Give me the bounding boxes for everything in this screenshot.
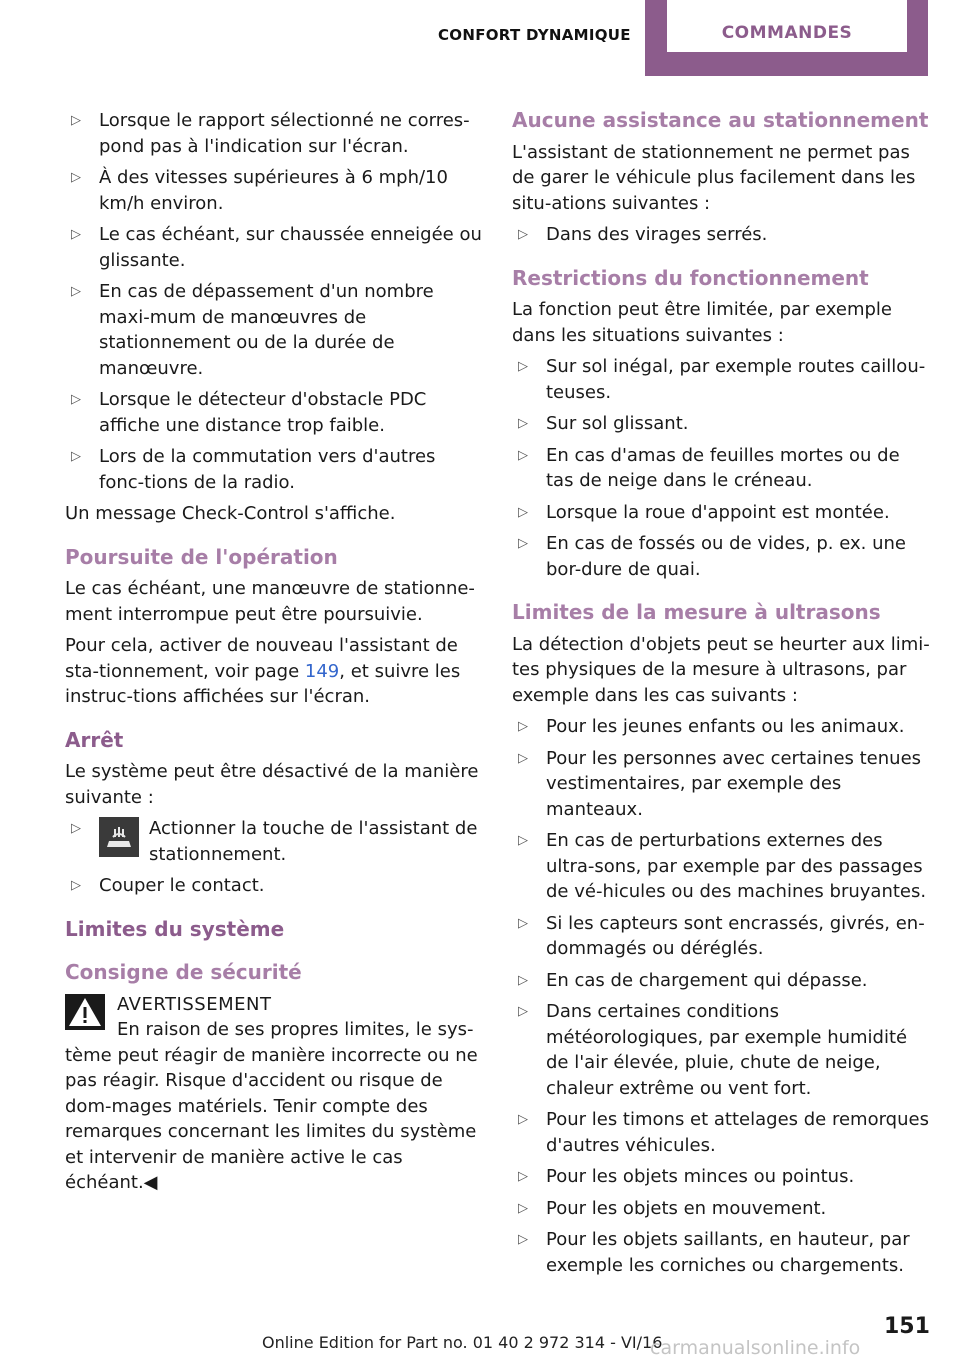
resume-paragraph: Le cas échéant, une manœuvre de stationne-ment interrompue peut être poursuivie. [65, 578, 475, 625]
triangle-bullet-icon: ▷ [71, 878, 81, 893]
page-header [0, 0, 960, 78]
triangle-bullet-icon: ▷ [518, 359, 528, 374]
chapter-title: COMMANDES [721, 23, 853, 43]
triangle-bullet-icon: ▷ [71, 113, 81, 128]
edition-footer: Online Edition for Part no. 01 40 2 972 314 - VI/16 [262, 1333, 663, 1352]
warning-text: tème peut réagir de manière incorrecte ou ne pas réagir. Risque d'accident ou risque de dom-mages matériels. Tenir compte des remarques concernant les limites du système et intervenir de manière active le cas échéant.◀ [65, 1044, 478, 1193]
heading-restrictions: Restrictions du fonctionnement [512, 265, 869, 290]
list-item: ▷ En cas de perturbations externes des ultra-sons, par exemple par des passages de vé-hicules ou des machines bruyantes. [518, 830, 927, 902]
triangle-bullet-icon: ▷ [518, 719, 528, 734]
triangle-bullet-icon: ▷ [71, 449, 81, 464]
list-item: ▷ Lorsque le rapport sélectionné ne corres-pond pas à l'indication sur l'écran. [71, 110, 470, 157]
triangle-bullet-icon: ▷ [71, 170, 81, 185]
right-column [512, 108, 932, 1284]
list-item: ▷ Si les capteurs sont encrassés, givrés, en-dommagés ou déréglés. [518, 912, 925, 959]
heading-resume: Poursuite de l'opération [65, 544, 338, 569]
triangle-bullet-icon: ▷ [71, 227, 81, 242]
section-title: CONFORT DYNAMIQUE [438, 26, 631, 44]
triangle-bullet-icon: ▷ [518, 972, 528, 988]
list-item: ▷ Dans des virages serrés. [512, 222, 932, 248]
list-item: ▷ Sur sol inégal, par exemple routes caillou-teuses. [518, 356, 926, 403]
triangle-bullet-icon: ▷ [518, 750, 528, 766]
list-item: ▷ Couper le contact. [65, 873, 485, 899]
left-column [65, 108, 485, 1196]
triangle-bullet-icon: ▷ [518, 1112, 528, 1127]
page-number: 151 [884, 1314, 930, 1339]
warning-triangle-icon [65, 994, 105, 1030]
resume-instructions: Pour cela, activer de nouveau l'assistant de sta-tionnement, voir page 149, et suivre les instruc-tions affichées sur l'écran. [65, 635, 461, 707]
list-item: ▷ Pour les timons et attelages de remorques d'autres véhicules. [518, 1109, 929, 1156]
heading-ultrasound: Limites de la mesure à ultrasons [512, 600, 881, 624]
triangle-bullet-icon: ▷ [518, 1200, 528, 1216]
triangle-bullet-icon: ▷ [71, 821, 81, 836]
heading-limits: Limites du système [65, 916, 285, 941]
triangle-bullet-icon: ▷ [71, 284, 81, 299]
list-item: ▷ Dans certaines conditions météorologiques, par exemple humidité de l'air élevée, pluie, chute de neige, chaleur extrême ou vent fort. [518, 1001, 908, 1099]
list-item: ▷ Pour les objets en mouvement. [512, 1196, 932, 1222]
list-item: ▷ Le cas échéant, sur chaussée enneigée ou glissante. [71, 224, 482, 271]
triangle-bullet-icon: ▷ [518, 536, 528, 551]
triangle-bullet-icon: ▷ [518, 447, 528, 463]
triangle-bullet-icon: ▷ [518, 227, 528, 242]
heading-stop: Arrêt [65, 727, 124, 752]
list-item: ▷ En cas d'amas de feuilles mortes ou de tas de neige dans le créneau. [518, 444, 900, 491]
triangle-bullet-icon: ▷ [518, 1004, 528, 1019]
list-item: ▷ Lorsque la roue d'appoint est montée. [512, 500, 932, 526]
warning-block [65, 992, 485, 1196]
list-item: ▷ À des vitesses supérieures à 6 mph/10 km/h environ. [71, 167, 448, 214]
page-link[interactable]: 149 [304, 660, 340, 682]
list-item: ▷ Sur sol glissant. [512, 411, 932, 437]
triangle-bullet-icon: ▷ [518, 833, 528, 848]
watermark: carmanualsonline.info [650, 1337, 861, 1359]
list-item: ▷ Actionner la touche de l'assistant de stationnement. [71, 818, 478, 865]
list-item: ▷ Pour les jeunes enfants ou les animaux. [512, 714, 932, 740]
list-item: ▷ En cas de fossés ou de vides, p. ex. une bor-dure de quai. [518, 533, 906, 580]
ultrasound-paragraph: La détection d'objets peut se heurter aux limi-tes physiques de la mesure à ultrasons, par exemple dans les cas suivants : [512, 633, 930, 706]
triangle-bullet-icon: ▷ [518, 504, 528, 520]
warning-first-line: En raison de ses propres limites, le sys- [117, 1019, 474, 1040]
heading-safety: Consigne de sécurité [65, 960, 302, 984]
triangle-bullet-icon: ▷ [518, 1232, 528, 1247]
chapter-tab [645, 0, 928, 76]
conditions-list [65, 108, 485, 495]
triangle-bullet-icon: ▷ [518, 1169, 528, 1184]
list-item: ▷ Pour les objets saillants, en hauteur, par exemple les corniches ou chargements. [518, 1229, 910, 1276]
no-assist-paragraph: L'assistant de stationnement ne permet pas de garer le véhicule plus facilement dans les situ-ations suivantes : [512, 141, 916, 214]
heading-no-assist: Aucune assistance au stationnement [512, 108, 929, 132]
check-control-message: Un message Check-Control s'affiche. [65, 503, 396, 524]
parking-assistant-button-icon [99, 817, 139, 857]
triangle-bullet-icon: ▷ [518, 416, 528, 431]
list-item: ▷ En cas de dépassement d'un nombre maxi-mum de manœuvres de stationnement ou de la durée de manœuvre. [71, 281, 434, 379]
list-item: ▷ Pour les objets minces ou pointus. [512, 1164, 932, 1190]
list-item: ▷ En cas de chargement qui dépasse. [512, 968, 932, 994]
list-item: ▷ Pour les personnes avec certaines tenues vestimentaires, par exemple des manteaux. [518, 747, 922, 820]
restrictions-paragraph: La fonction peut être limitée, par exemple dans les situations suivantes : [512, 299, 892, 346]
warning-title: AVERTISSEMENT [117, 993, 272, 1015]
stop-paragraph: Le système peut être désactivé de la manière suivante : [65, 761, 479, 808]
triangle-bullet-icon: ▷ [518, 915, 528, 931]
triangle-bullet-icon: ▷ [71, 392, 81, 407]
list-item: ▷ Lorsque le détecteur d'obstacle PDC affiche une distance trop faible. [71, 389, 427, 436]
list-item: ▷ Lors de la commutation vers d'autres fonc-tions de la radio. [71, 446, 436, 493]
